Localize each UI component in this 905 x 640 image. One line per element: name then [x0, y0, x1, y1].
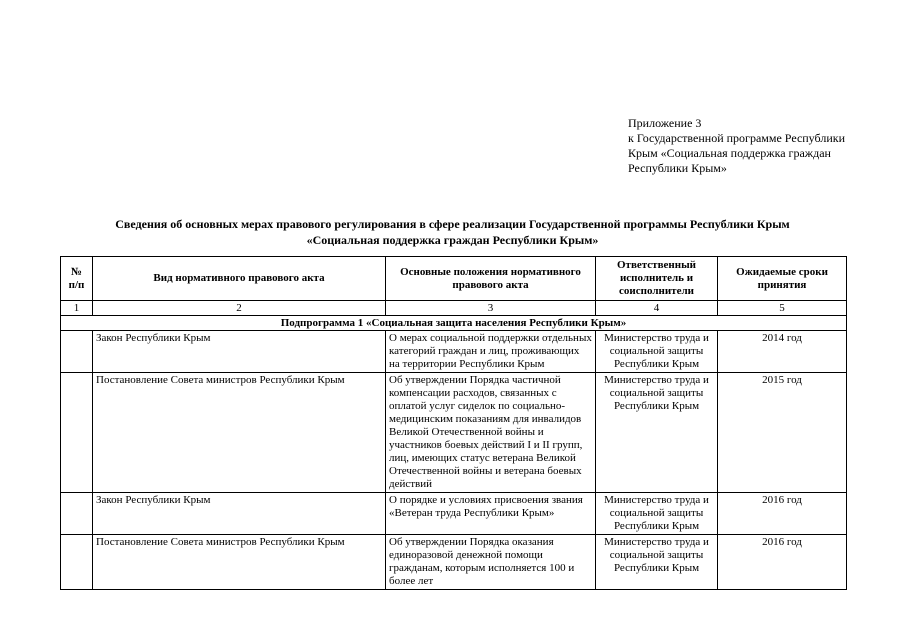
subprogram-row — [61, 316, 847, 331]
row-executor: Министерство труда и социальной защиты Республики Крым — [596, 331, 718, 373]
row-date: 2016 год — [718, 535, 847, 590]
row-num — [61, 331, 93, 373]
row-provisions: Об утверждении Порядка оказания единоразовой денежной помощи гражданам, которым исполняется 100 и более лет — [386, 535, 596, 590]
table-row — [61, 331, 847, 373]
row-provisions: О порядке и условиях присвоения звания «Ветеран труда Республики Крым» — [386, 493, 596, 535]
row-executor: Министерство труда и социальной защиты Республики Крым — [596, 493, 718, 535]
column-number-row — [61, 301, 847, 316]
subprogram-title: Подпрограмма 1 «Социальная защита населения Республики Крым» — [61, 316, 847, 331]
header-dates: Ожидаемые сроки принятия — [718, 257, 847, 301]
legal-measures-table — [60, 256, 847, 590]
appendix-note — [628, 116, 888, 176]
document-title — [60, 216, 845, 248]
table-row — [61, 535, 847, 590]
title-line: Сведения об основных мерах правового регулирования в сфере реализации Государственной программы Республики Крым — [115, 217, 790, 231]
header-executor: Ответственный исполнитель и соисполнители — [596, 257, 718, 301]
column-number: 5 — [718, 301, 847, 316]
row-act-type: Постановление Совета министров Республики Крым — [93, 373, 386, 493]
appendix-line: Крым «Социальная поддержка граждан — [628, 146, 831, 160]
table-row — [61, 493, 847, 535]
column-number: 2 — [93, 301, 386, 316]
row-date: 2014 год — [718, 331, 847, 373]
row-act-type: Закон Республики Крым — [93, 331, 386, 373]
row-num — [61, 373, 93, 493]
column-number: 4 — [596, 301, 718, 316]
column-number: 1 — [61, 301, 93, 316]
title-line: «Социальная поддержка граждан Республики Крым» — [306, 233, 599, 247]
row-date: 2016 год — [718, 493, 847, 535]
header-num: № п/п — [61, 257, 93, 301]
row-num — [61, 493, 93, 535]
appendix-line: Республики Крым» — [628, 161, 727, 175]
header-provisions: Основные положения нормативного правового акта — [386, 257, 596, 301]
row-date: 2015 год — [718, 373, 847, 493]
table-header-row — [61, 257, 847, 301]
row-num — [61, 535, 93, 590]
table-row — [61, 373, 847, 493]
appendix-line: Приложение 3 — [628, 116, 702, 130]
header-act-type: Вид нормативного правового акта — [93, 257, 386, 301]
row-act-type: Закон Республики Крым — [93, 493, 386, 535]
row-executor: Министерство труда и социальной защиты Республики Крым — [596, 373, 718, 493]
row-executor: Министерство труда и социальной защиты Республики Крым — [596, 535, 718, 590]
row-act-type: Постановление Совета министров Республики Крым — [93, 535, 386, 590]
row-provisions: О мерах социальной поддержки отдельных категорий граждан и лиц, проживающих на территории Республики Крым — [386, 331, 596, 373]
row-provisions: Об утверждении Порядка частичной компенсации расходов, связанных с оплатой услуг сиделок по социально-медицинским показаниям для инвалидов Великой Отечественной войны и участников боевых действий I и II групп, лиц, имеющих статус ветерана Великой Отечественной войны и ветерана боевых действий — [386, 373, 596, 493]
column-number: 3 — [386, 301, 596, 316]
appendix-line: к Государственной программе Республики — [628, 131, 845, 145]
